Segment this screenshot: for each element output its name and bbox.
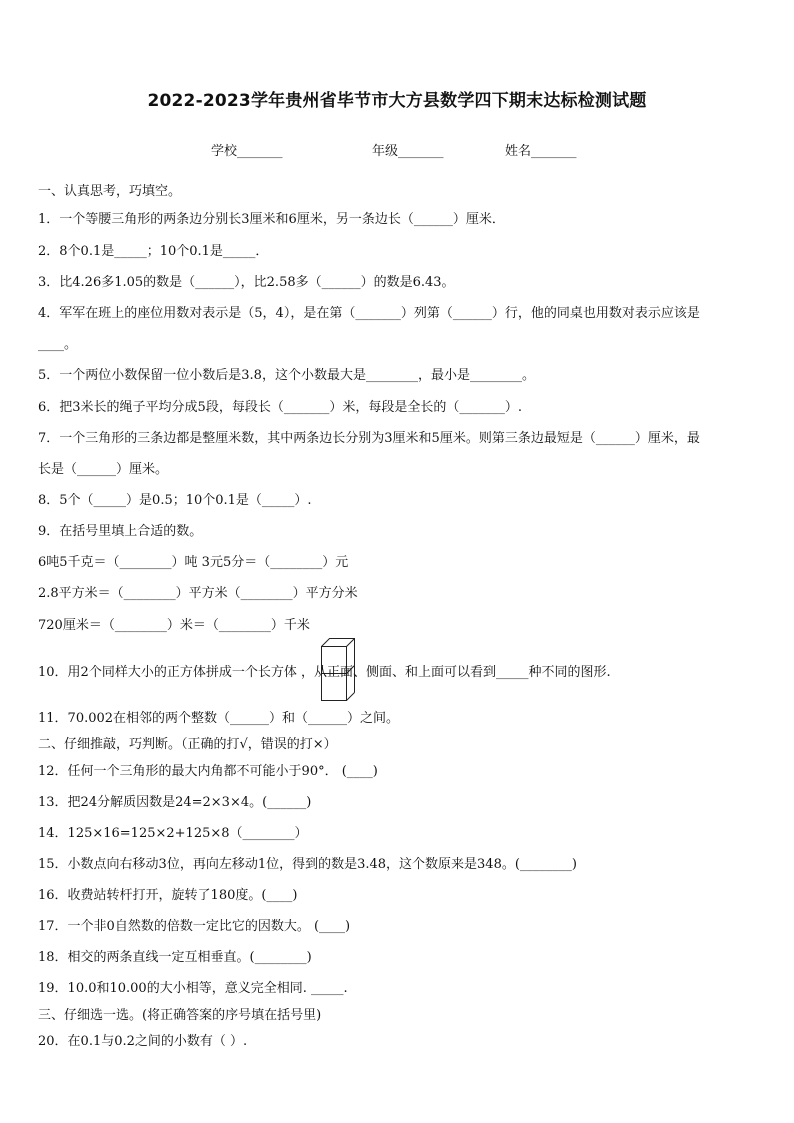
question-19: 19．10.0和10.00的大小相等，意义完全相同. _____. bbox=[38, 981, 348, 996]
question-10: 10．用2个同样大小的正方体拼成一个长方体 ，从正面、侧面、和上面可以看到_____种不同的图形. bbox=[38, 665, 611, 680]
question-16: 16．收费站转杆打开，旋转了180度。(____) bbox=[38, 888, 298, 903]
question-9-line-3: 720厘米＝（________）米＝（________）千米 bbox=[38, 618, 310, 633]
question-1: 1．一个等腰三角形的两条边分别长3厘米和6厘米，另一条边长（______）厘米． bbox=[38, 212, 505, 227]
question-18: 18．相交的两条直线一定互相垂直。(________) bbox=[38, 950, 312, 965]
question-15: 15．小数点向右移动3位，再向左移动1位，得到的数是3.48，这个数原来是348。(________) bbox=[38, 857, 577, 872]
question-7-continued: 长是（______）厘米。 bbox=[38, 462, 169, 477]
question-4: 4．军军在班上的座位用数对表示是（5，4），是在第（_______）列第（______）行，他的同桌也用数对表示应该是 bbox=[38, 306, 700, 321]
exam-title: 2022-2023学年贵州省毕节市大方县数学四下期末达标检测试题 bbox=[147, 91, 647, 111]
question-5: 5．一个两位小数保留一位小数后是3.8，这个小数最大是________，最小是________。 bbox=[38, 368, 535, 383]
question-9-line-2: 2.8平方米＝（________）平方米（________）平方分米 bbox=[38, 586, 358, 601]
question-11: 11．70.002在相邻的两个整数（______）和（______）之间。 bbox=[38, 711, 400, 726]
question-9-line-1: 6吨5千克＝（________）吨 3元5分＝（________）元 bbox=[38, 555, 349, 570]
school-field: 学校_______ bbox=[211, 144, 283, 159]
section-heading-3: 三、仔细选一选。(将正确答案的序号填在括号里) bbox=[38, 1008, 322, 1023]
question-9: 9．在括号里填上合适的数。 bbox=[38, 524, 203, 539]
question-20: 20．在0.1与0.2之间的小数有（ ）. bbox=[38, 1034, 248, 1049]
grade-field: 年级_______ bbox=[372, 144, 444, 159]
question-6: 6．把3米长的绳子平均分成5段，每段长（_______）米，每段是全长的（_______）. bbox=[38, 400, 522, 415]
question-17: 17．一个非0自然数的倍数一定比它的因数大。 (____) bbox=[38, 919, 351, 934]
question-7: 7．一个三角形的三条边都是整厘米数，其中两条边长分别为3厘米和5厘米。则第三条边最短是（______）厘米，最 bbox=[38, 431, 700, 446]
name-field: 姓名_______ bbox=[505, 144, 577, 159]
section-heading-2: 二、仔细推敲，巧判断。（正确的打√，错误的打×） bbox=[38, 737, 337, 752]
question-2: 2．8个0.1是_____；10个0.1是_____． bbox=[38, 244, 269, 259]
question-3: 3．比4.26多1.05的数是（______），比2.58多（______）的数是6.43。 bbox=[38, 275, 455, 290]
question-12: 12．任何一个三角形的最大内角都不可能小于90°． (____) bbox=[38, 764, 378, 779]
section-heading-1: 一、认真思考，巧填空。 bbox=[38, 184, 182, 199]
question-4-continued: ____。 bbox=[38, 337, 78, 352]
question-8: 8．5个（_____）是0.5；10个0.1是（_____）. bbox=[38, 493, 312, 508]
question-14: 14．125×16=125×2+125×8（________） bbox=[38, 826, 308, 841]
question-13: 13．把24分解质因数是24=2×3×4。(______) bbox=[38, 795, 312, 810]
